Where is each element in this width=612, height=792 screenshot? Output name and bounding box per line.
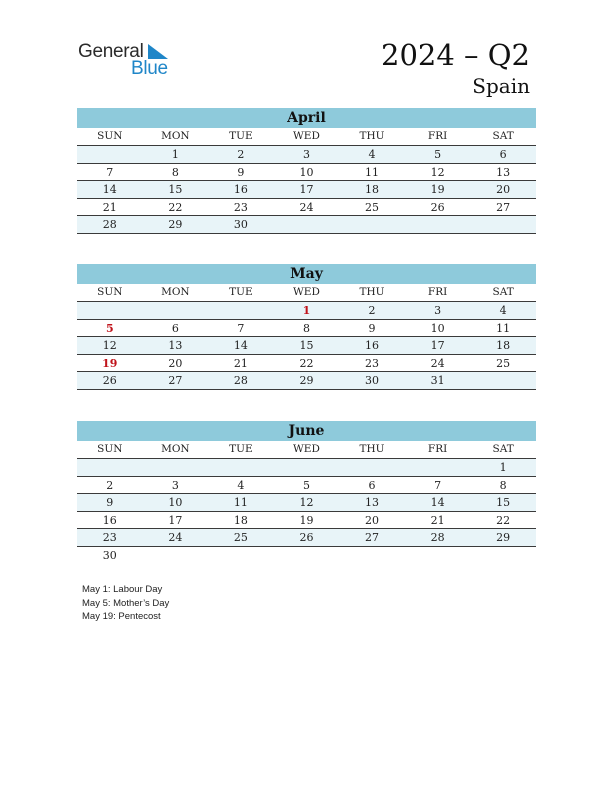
month-title: April	[77, 108, 536, 128]
date-cell	[77, 302, 143, 319]
date-cell: 19	[299, 513, 314, 527]
holiday-notes	[82, 583, 169, 624]
weekday-label: MON	[161, 286, 190, 298]
generalblue-logo	[78, 41, 188, 81]
week-row	[77, 512, 536, 530]
date-cell: 30	[102, 548, 117, 562]
weekday-header-row	[77, 441, 536, 459]
date-cell: 22	[168, 200, 183, 214]
holiday-date-cell: 5	[105, 321, 114, 335]
date-cell: 12	[102, 339, 117, 352]
date-cell: 23	[233, 200, 248, 214]
logo-text-general: General	[78, 41, 144, 62]
country-name: Spain	[472, 74, 530, 98]
date-cell: 23	[365, 356, 380, 370]
month-may	[77, 264, 536, 390]
date-cell: 27	[365, 531, 380, 544]
date-cell: 13	[365, 496, 380, 509]
week-row	[77, 372, 536, 390]
date-cell: 1	[499, 461, 507, 474]
date-cell: 14	[430, 496, 445, 509]
week-row	[77, 146, 536, 164]
date-cell: 8	[499, 478, 507, 492]
weekday-label: FRI	[427, 130, 448, 142]
logo-text-blue: Blue	[131, 58, 168, 79]
weekday-label: THU	[359, 443, 385, 455]
date-cell: 16	[102, 513, 117, 527]
date-cell: 12	[299, 496, 314, 509]
date-cell: 24	[168, 531, 183, 544]
date-cell	[77, 146, 143, 163]
date-cell: 29	[168, 218, 183, 231]
month-april	[77, 108, 536, 234]
date-cell: 22	[496, 513, 511, 527]
date-cell: 20	[168, 356, 183, 370]
date-cell: 26	[102, 374, 117, 387]
date-cell: 25	[496, 356, 511, 370]
date-cell: 24	[430, 356, 445, 370]
date-cell: 6	[171, 321, 179, 335]
date-cell	[143, 302, 209, 319]
date-cell: 30	[365, 374, 380, 387]
date-cell: 29	[299, 374, 314, 387]
date-cell: 2	[368, 304, 376, 317]
weekday-label: SUN	[97, 286, 123, 298]
weekday-label: MON	[161, 443, 190, 455]
page-title: 2024 – Q2	[381, 38, 530, 72]
date-cell: 9	[106, 496, 114, 509]
holiday-note: May 19: Pentecost	[82, 611, 161, 622]
week-row	[77, 302, 536, 320]
date-cell: 23	[102, 531, 117, 544]
date-cell: 31	[430, 374, 445, 387]
weekday-label: THU	[359, 286, 385, 298]
date-cell: 1	[171, 148, 179, 161]
week-row	[77, 320, 536, 338]
weekday-label: MON	[161, 130, 190, 142]
month-june	[77, 421, 536, 564]
date-cell	[274, 459, 340, 476]
holiday-note: May 1: Labour Day	[82, 584, 163, 595]
date-cell: 3	[302, 148, 310, 161]
date-cell: 25	[365, 200, 380, 214]
date-cell	[470, 216, 536, 233]
date-cell: 27	[168, 374, 183, 387]
month-title: May	[77, 264, 536, 284]
week-row	[77, 216, 536, 234]
date-cell: 15	[299, 339, 314, 352]
date-cell: 8	[302, 321, 310, 335]
date-cell: 11	[233, 496, 248, 509]
date-cell: 21	[430, 513, 445, 527]
date-cell: 10	[168, 496, 183, 509]
date-cell	[339, 459, 405, 476]
date-cell: 14	[233, 339, 248, 352]
date-cell	[405, 547, 471, 565]
date-cell: 20	[365, 513, 380, 527]
weekday-label: SAT	[492, 130, 514, 142]
date-cell: 14	[102, 183, 117, 196]
date-cell: 28	[102, 218, 117, 231]
weekday-label: WED	[293, 443, 320, 455]
date-cell: 4	[499, 304, 507, 317]
date-cell: 12	[430, 165, 445, 179]
weekday-label: WED	[293, 286, 320, 298]
date-cell: 15	[496, 496, 511, 509]
weekday-header-row	[77, 284, 536, 302]
weekday-label: WED	[293, 130, 320, 142]
date-cell: 13	[168, 339, 183, 352]
date-cell: 10	[299, 165, 314, 179]
date-cell: 11	[365, 165, 380, 179]
date-cell: 26	[299, 531, 314, 544]
date-cell: 18	[233, 513, 248, 527]
date-cell	[405, 216, 471, 233]
week-row	[77, 355, 536, 373]
date-cell	[77, 459, 143, 476]
week-row	[77, 181, 536, 199]
date-cell: 16	[233, 183, 248, 196]
date-cell: 8	[171, 165, 179, 179]
week-row	[77, 547, 536, 565]
date-cell: 18	[496, 339, 511, 352]
date-cell: 3	[171, 478, 179, 492]
month-title: June	[77, 421, 536, 441]
date-cell	[208, 302, 274, 319]
date-cell	[470, 372, 536, 389]
date-cell: 7	[106, 165, 114, 179]
date-cell	[208, 547, 274, 565]
date-cell: 22	[299, 356, 314, 370]
date-cell: 28	[430, 531, 445, 544]
date-cell: 21	[102, 200, 117, 214]
week-row	[77, 529, 536, 547]
date-cell: 3	[434, 304, 442, 317]
date-cell: 5	[434, 148, 442, 161]
date-cell: 24	[299, 200, 314, 214]
date-cell: 4	[368, 148, 376, 161]
date-cell: 5	[302, 478, 310, 492]
date-cell	[405, 459, 471, 476]
weekday-label: SUN	[97, 443, 123, 455]
date-cell	[143, 459, 209, 476]
date-cell: 17	[430, 339, 445, 352]
week-row	[77, 199, 536, 217]
weekday-label: SAT	[492, 286, 514, 298]
date-cell: 2	[237, 148, 245, 161]
date-cell: 13	[496, 165, 511, 179]
date-cell	[470, 547, 536, 565]
weekday-label: SAT	[492, 443, 514, 455]
date-cell	[208, 459, 274, 476]
date-cell: 30	[233, 218, 248, 231]
holiday-note: May 5: Mother’s Day	[82, 597, 170, 609]
date-cell	[274, 547, 340, 565]
date-cell: 11	[496, 321, 511, 335]
date-cell: 27	[496, 200, 511, 214]
week-row	[77, 494, 536, 512]
weekday-label: FRI	[427, 286, 448, 298]
week-row	[77, 337, 536, 355]
date-cell: 21	[233, 356, 248, 370]
weekday-header-row	[77, 128, 536, 146]
date-cell: 28	[233, 374, 248, 387]
date-cell: 17	[168, 513, 183, 527]
date-cell: 29	[496, 531, 511, 544]
date-cell	[274, 216, 340, 233]
date-cell	[143, 547, 209, 565]
date-cell: 7	[237, 321, 245, 335]
weekday-label: SUN	[97, 130, 123, 142]
date-cell	[339, 547, 405, 565]
date-cell: 25	[233, 531, 248, 544]
date-cell: 26	[430, 200, 445, 214]
date-cell: 15	[168, 183, 183, 196]
date-cell	[339, 216, 405, 233]
date-cell: 10	[430, 321, 445, 335]
date-cell: 9	[368, 321, 376, 335]
week-row	[77, 459, 536, 477]
date-cell: 16	[365, 339, 380, 352]
weekday-label: THU	[359, 130, 385, 142]
weekday-label: TUE	[229, 286, 253, 298]
date-cell: 19	[430, 183, 445, 196]
date-cell: 18	[365, 183, 380, 196]
week-row	[77, 477, 536, 495]
date-cell: 17	[299, 183, 314, 196]
date-cell: 20	[496, 183, 511, 196]
date-cell: 7	[434, 478, 442, 492]
weekday-label: TUE	[229, 443, 253, 455]
weekday-label: FRI	[427, 443, 448, 455]
date-cell: 2	[106, 478, 114, 492]
date-cell: 4	[237, 478, 245, 492]
date-cell: 6	[499, 148, 507, 161]
weekday-label: TUE	[229, 130, 253, 142]
week-row	[77, 164, 536, 182]
holiday-date-cell: 19	[102, 356, 118, 370]
date-cell: 9	[237, 165, 245, 179]
holiday-date-cell: 1	[302, 304, 311, 317]
date-cell: 6	[368, 478, 376, 492]
